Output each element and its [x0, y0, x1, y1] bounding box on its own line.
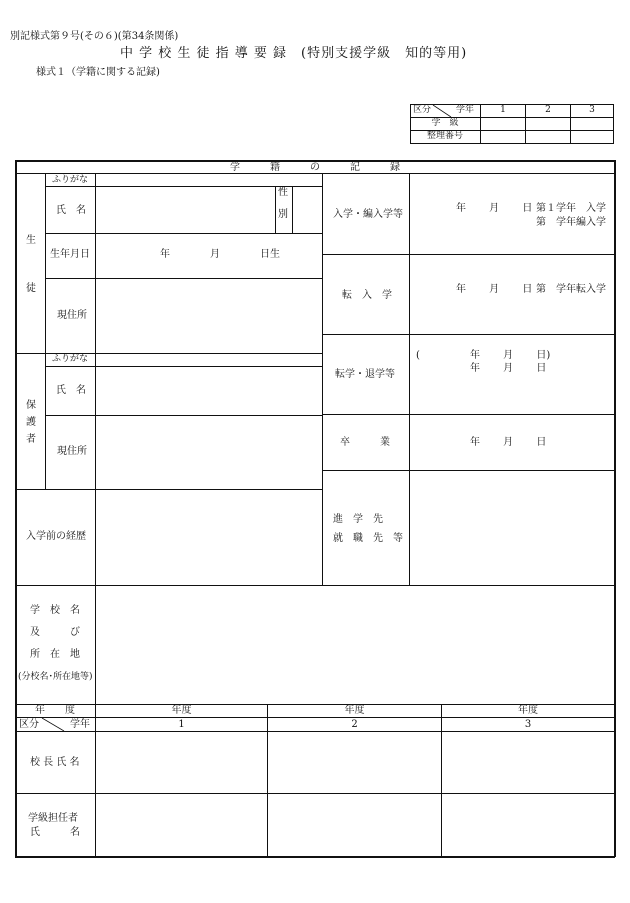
- student-sex-field[interactable]: [293, 187, 322, 233]
- guardian-group-label-1: 保: [26, 400, 36, 411]
- admission-line-2: 第 学年編入学: [536, 217, 606, 228]
- nendo-label: 年 度: [35, 705, 75, 716]
- destination-line-1: 進 学 先: [333, 514, 383, 525]
- student-name-field[interactable]: [96, 187, 275, 233]
- prior-history-field[interactable]: [96, 490, 322, 585]
- school-line-2: 及 び: [30, 627, 80, 638]
- transfer-in-date: 年 月 日: [456, 284, 533, 295]
- guardian-name-field[interactable]: [96, 367, 322, 415]
- class-year-2-field[interactable]: [526, 118, 570, 130]
- transfer-in-note: 第 学年転入学: [536, 284, 606, 295]
- guardian-address-field[interactable]: [96, 416, 322, 489]
- sex-label-2: 別: [278, 209, 288, 220]
- principal-year-2-field[interactable]: [268, 732, 441, 793]
- transfer-out-paren: (: [416, 350, 420, 361]
- year-3-header: 3: [589, 105, 595, 115]
- school-note: (分校名･所在地等): [18, 672, 93, 682]
- destination-line-2: 就 職 先 等: [333, 533, 403, 544]
- school-line-1: 学 校 名: [30, 605, 80, 616]
- number-year-1-field[interactable]: [481, 131, 525, 143]
- student-group-label-2: 徒: [26, 283, 36, 294]
- page-subtitle: 様式１（学籍に関する記録): [36, 67, 160, 78]
- section-title: 学 籍 の 記 録: [230, 162, 400, 173]
- teacher-year-2-field[interactable]: [268, 794, 441, 856]
- guardian-group-label-3: 者: [26, 434, 36, 445]
- year-1-header: 1: [500, 105, 506, 115]
- guardian-address-label: 現住所: [57, 446, 87, 457]
- number-row-label: 整理番号: [426, 131, 463, 141]
- admission-date: 年 月 日: [456, 203, 533, 214]
- graduation-date: 年 月 日: [470, 437, 547, 448]
- teacher-label-1: 学級担任者: [28, 813, 78, 824]
- principal-year-3-field[interactable]: [442, 732, 614, 793]
- student-furigana-label: ふりがな: [51, 175, 88, 185]
- year-2-header: 2: [545, 105, 551, 115]
- transfer-out-line-2: 年 月 日: [470, 363, 547, 374]
- admission-label: 入学・編入学等: [333, 209, 403, 220]
- student-address-label: 現住所: [57, 310, 87, 321]
- grade-2: 2: [351, 719, 358, 730]
- sex-label-1: 性: [278, 187, 288, 198]
- number-year-3-field[interactable]: [571, 131, 613, 143]
- guardian-furigana-field[interactable]: [96, 354, 322, 366]
- student-name-label: 氏 名: [56, 205, 86, 216]
- number-year-2-field[interactable]: [526, 131, 570, 143]
- birthdate-value: 年 月 日生: [160, 249, 280, 260]
- admission-line-1: 第１学年 入学: [536, 203, 606, 214]
- transfer-out-label: 転学・退学等: [335, 369, 395, 380]
- guardian-group-label-2: 護: [26, 417, 36, 428]
- years-gakunen-label: 学年: [70, 719, 90, 730]
- teacher-year-1-field[interactable]: [96, 794, 267, 856]
- birthdate-label: 生年月日: [50, 249, 90, 260]
- school-field[interactable]: [96, 586, 614, 704]
- student-address-field[interactable]: [96, 279, 322, 353]
- gakunen-label: 学年: [456, 105, 475, 115]
- transfer-out-line-1: 年 月 日): [470, 350, 551, 361]
- years-kubun-label: 区分: [19, 719, 39, 730]
- guardian-furigana-label: ふりがな: [51, 354, 88, 364]
- transfer-in-label: 転 入 学: [342, 290, 392, 301]
- student-furigana-field[interactable]: [96, 174, 322, 186]
- student-group-label-1: 生: [26, 235, 36, 246]
- page-title: 中 学 校 生 徒 指 導 要 録 (特別支援学級 知的等用): [120, 46, 468, 61]
- principal-label: 校 長 氏 名: [30, 757, 80, 768]
- class-year-3-field[interactable]: [571, 118, 613, 130]
- teacher-year-3-field[interactable]: [442, 794, 614, 856]
- nendo-cell-2: 年度: [344, 705, 365, 716]
- teacher-label-2: 氏 名: [30, 827, 80, 838]
- guardian-name-label: 氏 名: [56, 385, 86, 396]
- class-row-label: 学 級: [431, 118, 459, 128]
- nendo-cell-1: 年度: [171, 705, 192, 716]
- form-reference: 別記様式第９号(その６)(第34条関係): [10, 31, 179, 42]
- principal-year-1-field[interactable]: [96, 732, 267, 793]
- kubun-label: 区分: [413, 105, 432, 115]
- destination-field[interactable]: [410, 471, 614, 585]
- graduation-label: 卒 業: [340, 437, 390, 448]
- class-year-1-field[interactable]: [481, 118, 525, 130]
- prior-history-label: 入学前の経歴: [26, 531, 86, 542]
- nendo-cell-3: 年度: [518, 705, 538, 716]
- grade-3: 3: [524, 719, 532, 730]
- grade-1: 1: [178, 719, 185, 730]
- school-line-3: 所 在 地: [30, 649, 80, 660]
